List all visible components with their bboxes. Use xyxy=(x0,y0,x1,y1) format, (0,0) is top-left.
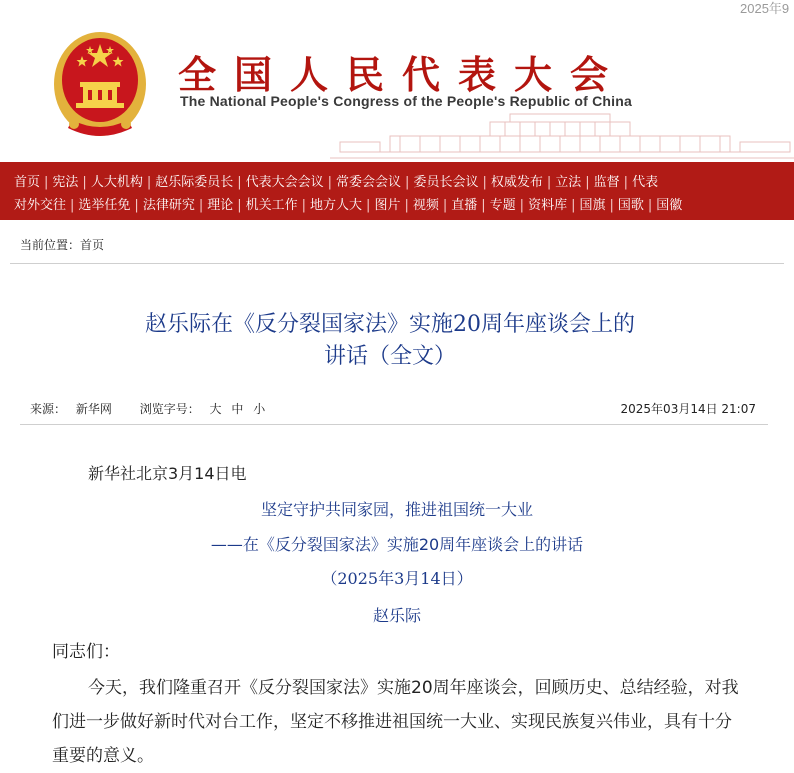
nav-separator: | xyxy=(585,175,590,190)
divider xyxy=(20,424,768,425)
nav-item-releases[interactable]: 权威发布 xyxy=(490,175,543,190)
nav-item-photos[interactable]: 图片 xyxy=(374,198,401,213)
speech-date: （2025年3月14日） xyxy=(321,569,473,588)
nav-item-legislation[interactable]: 立法 xyxy=(555,175,582,190)
fontsize-small-button[interactable]: 小 xyxy=(253,402,266,416)
nav-separator: | xyxy=(609,198,614,213)
publish-datetime: 2025年03月14日 21:07 xyxy=(620,402,756,416)
nav-separator: | xyxy=(481,198,486,213)
nav-separator: | xyxy=(70,198,75,213)
nav-item-elections[interactable]: 选举任免 xyxy=(78,198,131,213)
nav-separator: | xyxy=(301,198,307,213)
meta-left xyxy=(30,400,265,417)
national-emblem-icon xyxy=(52,24,148,140)
greeting: 同志们： xyxy=(52,642,120,662)
speech-subheadline: ——在《反分裂国家法》实施20周年座谈会上的讲话 xyxy=(210,535,584,554)
nav-item-theory[interactable]: 理论 xyxy=(207,198,234,213)
great-hall-icon xyxy=(330,108,794,162)
nav-item-videos[interactable]: 视频 xyxy=(412,198,439,213)
nav-separator: | xyxy=(647,198,653,213)
top-date: 2025年9 xyxy=(740,1,790,16)
nav-separator: | xyxy=(237,175,242,190)
nav-item-national-flag[interactable]: 国旗 xyxy=(579,198,606,213)
source-value: 新华网 xyxy=(75,402,112,416)
article-title-line-1: 赵乐际在《反分裂国家法》实施20周年座谈会上的 xyxy=(145,312,635,337)
body-paragraph: 今天，我们隆重召开《反分裂国家法》实施20周年座谈会，回顾历史、总结经验，对我们进一步做好新时代对台工作，坚定不移推进祖国统一大业、实现民族复兴伟业，具有十分重要的意义。 xyxy=(52,678,739,766)
site-title-cn: 全国人民代表大会 xyxy=(178,53,627,97)
article-title xyxy=(60,309,720,373)
nav-separator: | xyxy=(198,198,204,213)
nav-item-national-emblem[interactable]: 国徽 xyxy=(656,198,683,213)
nav-item-standing-committee[interactable]: 常委会会议 xyxy=(336,175,402,190)
nav-item-local-npc[interactable]: 地方人大 xyxy=(310,198,363,213)
fontsize-medium-button[interactable]: 中 xyxy=(231,402,244,416)
dateline: 新华社北京3月14日电 xyxy=(88,464,247,483)
source-label: 来源： xyxy=(30,402,67,416)
speaker-name: 赵乐际 xyxy=(372,606,421,625)
fontsize-label: 浏览字号： xyxy=(139,402,200,416)
site-title-en: The National People's Congress of the People's Republic of China xyxy=(180,93,632,109)
nav-separator: | xyxy=(44,175,49,190)
nav-separator: | xyxy=(519,198,525,213)
site-header xyxy=(0,0,794,162)
nav-separator: | xyxy=(571,198,576,213)
divider xyxy=(10,263,784,264)
article-title-line-2: 讲话（全文） xyxy=(323,344,456,369)
nav-item-constitution[interactable]: 宪法 xyxy=(52,175,79,190)
nav-item-home[interactable]: 首页 xyxy=(14,175,41,190)
nav-separator: | xyxy=(134,198,139,213)
nav-item-topics[interactable]: 专题 xyxy=(489,198,516,213)
fontsize-large-button[interactable]: 大 xyxy=(209,402,222,416)
nav-separator: | xyxy=(366,198,371,213)
main-nav xyxy=(0,162,794,220)
nav-separator: | xyxy=(623,175,629,190)
nav-separator: | xyxy=(82,175,87,190)
nav-row-2 xyxy=(14,194,682,213)
nav-item-congress-sessions[interactable]: 代表大会会议 xyxy=(245,175,324,190)
speech-headline: 坚定守护共同家园，推进祖国统一大业 xyxy=(260,500,533,519)
nav-separator: | xyxy=(546,175,552,190)
nav-item-live[interactable]: 直播 xyxy=(451,198,478,213)
nav-separator: | xyxy=(237,198,242,213)
nav-item-deputies[interactable]: 代表 xyxy=(632,175,659,190)
nav-row-1 xyxy=(14,171,658,190)
nav-item-national-anthem[interactable]: 国歌 xyxy=(617,198,644,213)
nav-item-chairman[interactable]: 赵乐际委员长 xyxy=(155,175,234,190)
nav-separator: | xyxy=(146,175,152,190)
nav-item-npc-organs[interactable]: 人大机构 xyxy=(90,175,143,190)
nav-separator: | xyxy=(405,175,410,190)
article-meta xyxy=(20,396,768,422)
nav-item-database[interactable]: 资料库 xyxy=(528,198,568,213)
nav-separator: | xyxy=(482,175,487,190)
nav-item-chairman-council[interactable]: 委员长会议 xyxy=(413,175,479,190)
nav-separator: | xyxy=(327,175,333,190)
nav-item-office-work[interactable]: 机关工作 xyxy=(245,198,298,213)
nav-separator: | xyxy=(442,198,448,213)
nav-item-supervision[interactable]: 监督 xyxy=(593,175,620,190)
nav-item-legal-research[interactable]: 法律研究 xyxy=(142,198,195,213)
nav-separator: | xyxy=(404,198,409,213)
breadcrumb[interactable]: 当前位置：首页 xyxy=(20,238,105,252)
nav-item-foreign-affairs[interactable]: 对外交往 xyxy=(14,198,67,213)
